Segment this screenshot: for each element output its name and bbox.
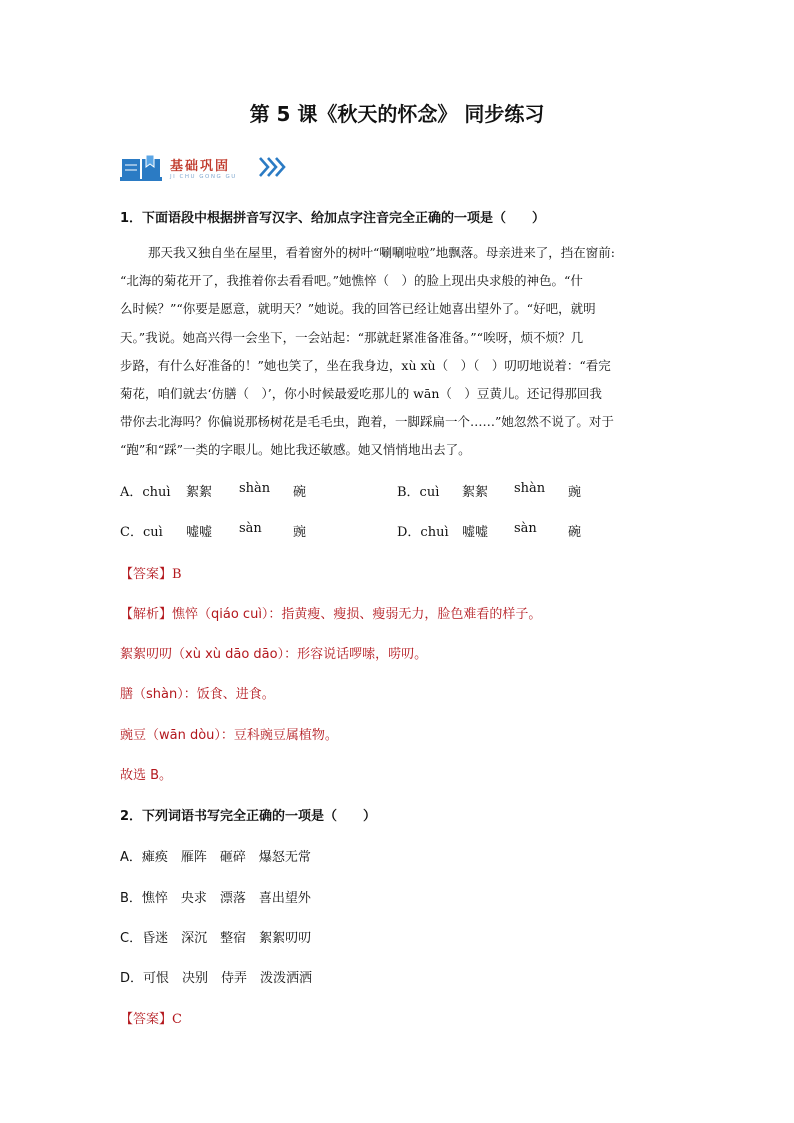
section-pinyin: JI CHU GONG GU — [170, 174, 237, 180]
page-title: 第 5 课《秋天的怀念》 同步练习 — [249, 102, 545, 126]
passage-line: 带你去北海吗？你偏说那杨树花是毛毛虫，跑着，一脚踩扁一个……”她忽然不说了。对于 — [120, 414, 614, 429]
analysis-label: 【解析】 — [120, 607, 173, 622]
option-word: 嘘嘘 — [186, 525, 213, 540]
analysis-line: 豌豆（wān dòu）：豆科豌豆属植物。 — [120, 728, 338, 743]
option-pinyin: sàn — [514, 521, 537, 536]
passage-line: 那天我又独自坐在屋里，看着窗外的树叶“唰唰啦啦”地飘落。母亲进来了，挡在窗前: — [148, 245, 615, 260]
question-2-option-c: C．昏迷 深沉 整宿 絮絮叨叨 — [120, 931, 312, 946]
question-2-option-d: D．可恨 决别 侍弄 泼泼洒洒 — [120, 971, 313, 986]
answer-label: 【答案】 — [120, 567, 173, 582]
question-1-analysis — [120, 603, 541, 622]
option-word: 絮絮 — [186, 485, 213, 500]
answer-label: 【答案】 — [120, 1012, 173, 1027]
analysis-line: 絮絮叨叨（xù xù dāo dāo）：形容说话啰嗦，唠叨。 — [120, 647, 428, 662]
option-label: D．chuì — [397, 525, 449, 540]
passage-line: “北海的菊花开了，我推着你去看看吧。”她憔悴（ ）的脸上现出央求般的神色。“什 — [120, 273, 583, 288]
book-icon — [120, 153, 164, 183]
answer-value: C — [172, 1012, 182, 1027]
question-2-answer — [120, 1008, 182, 1027]
answer-value: B — [172, 567, 182, 582]
option-label: A．chuì — [120, 485, 171, 500]
option-char: 豌 — [568, 485, 582, 500]
section-banner — [120, 153, 300, 185]
chevrons-icon — [258, 155, 298, 179]
option-char: 碗 — [568, 525, 582, 540]
option-pinyin: shàn — [239, 481, 271, 496]
question-2-option-a: A．瘫痪 雁阵 砸碎 爆怒无常 — [120, 850, 311, 865]
option-char: 豌 — [293, 525, 307, 540]
option-char: 碗 — [293, 485, 307, 500]
option-pinyin: sàn — [239, 521, 262, 536]
passage-line: 天。”我说。她高兴得一会坐下，一会站起：“那就赶紧准备准备。”“唉呀，烦不烦？几 — [120, 330, 584, 345]
option-word: 絮絮 — [462, 485, 489, 500]
question-2-stem: 2．下列词语书写完全正确的一项是（ ） — [120, 809, 377, 824]
analysis-line: 憔悴（qiáo cuì）：指黄瘦、瘦损、瘦弱无力，脸色难看的样子。 — [172, 607, 542, 622]
passage-line: 么时候？”“你要是愿意，就明天？”她说。我的回答已经让她喜出望外了。“好吧，就明 — [120, 301, 596, 316]
question-1-stem: 1．下面语段中根据拼音写汉字、给加点字注音完全正确的一项是（ ） — [120, 211, 546, 226]
option-label: B．cuì — [397, 485, 440, 500]
section-title: 基础巩固 — [170, 159, 231, 174]
option-word: 嘘嘘 — [462, 525, 489, 540]
option-label: C．cuì — [120, 525, 163, 540]
question-1-answer — [120, 563, 182, 582]
question-2-option-b: B．憔悴 央求 漂落 喜出望外 — [120, 891, 311, 906]
passage-line: 菊花，咱们就去‘仿膳（ ）’，你小时候最爱吃那儿的 wān（ ）豆黄儿。还记得那回我 — [120, 386, 602, 401]
analysis-line: 膳（shàn）：饭食、进食。 — [120, 687, 275, 702]
option-pinyin: shàn — [514, 481, 546, 496]
passage-line: 步路，有什么好准备的！”她也笑了，坐在我身边，xù xù（ ）（ ）叨叨地说着：“看完 — [120, 358, 611, 373]
analysis-line: 故选 B。 — [120, 768, 173, 783]
passage-line: “跑”和“踩”一类的字眼儿。她比我还敏感。她又悄悄地出去了。 — [120, 442, 471, 457]
